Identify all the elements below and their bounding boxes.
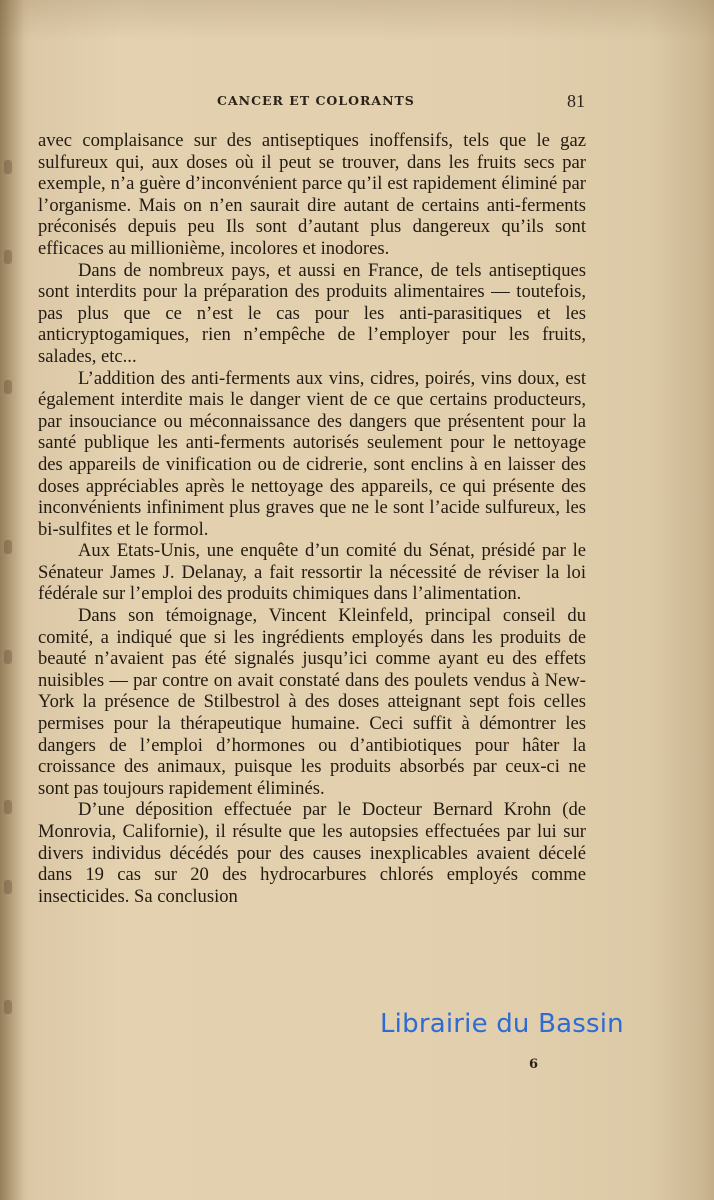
top-edge-shading <box>0 0 714 40</box>
paragraph: Dans son témoignage, Vincent Kleinfeld, principal conseil du comité, a indiqué que si les ingrédients employés dans les produits de beauté n’avaient pas été signalés jusqu’ici comme ayant eu des effets nuisibles — par contre on avait constaté dans des poulets vendus à New-York la présence de Stilbestrol à des doses atteignant sept fois celles permises pour la thérapeutique humaine. Ceci suffit à démontrer les dangers de l’emploi d’hormones ou d’antibiotiques pour hâter la croissance des animaux, puisque les produits absorbés par ceux-ci ne sont pas toujours rapidement éliminés. <box>38 605 586 799</box>
watermark: Librairie du Bassin <box>380 1009 624 1039</box>
paragraph: L’addition des anti-ferments aux vins, cidres, poirés, vins doux, est également interdite mais le danger vient de ce que certains producteurs, par insouciance ou méconnaissance des dangers que présentent pour la santé publique les anti-ferments autorisés seulement pour le nettoyage des appareils de vinification ou de cidrerie, sont enclins à en laisser des doses appréciables après le nettoyage des appareils, ce qui présente des inconvénients infiniment plus graves que ne le sont l’acide sulfureux, les bi-sulfites et le formol. <box>38 367 586 540</box>
page-number: 81 <box>567 91 585 111</box>
paragraph: D’une déposition effectuée par le Docteur Bernard Krohn (de Monrovia, Californie), il résulte que les autopsies effectuées par lui sur divers individus décédés pour des causes inexplicables avaient décelé dans 19 cas sur 20 des hydrocarbures chlorés employés comme insecticides. Sa conclusion <box>38 799 586 907</box>
body-text <box>38 130 586 907</box>
chapter-title: CANCER ET COLORANTS <box>217 93 415 108</box>
paragraph-continuation: avec complaisance sur des antiseptiques inoffensifs, tels que le gaz sulfureux qui, aux doses où il peut se trouver, dans les fruits secs par exemple, n’a guère d’inconvénient parce qu’il est rapidement éliminé par l’organisme. Mais on n’en saurait dire autant de certains anti-ferments préconisés depuis peu Ils sont d’autant plus dangereux qu’ils sont efficaces au millionième, incolores et inodores. <box>38 130 586 259</box>
paragraph: Aux Etats-Unis, une enquête d’un comité du Sénat, présidé par le Sénateur James J. Delanay, a fait ressortir la nécessité de réviser la loi fédérale sur l’emploi des produits chimiques dans l’alimentation. <box>38 540 586 605</box>
page-edge-marks <box>0 120 18 1070</box>
signature-mark: 6 <box>529 1057 539 1072</box>
running-head <box>30 91 590 113</box>
paragraph: Dans de nombreux pays, et aussi en France, de tels antiseptiques sont interdits pour la préparation des produits alimentaires — toutefois, pas plus que ce n’est le cas pour les anti-parasitiques et les anticryptogamiques, rien n’empêche de l’employer pour les fruits, salades, etc... <box>38 259 586 367</box>
